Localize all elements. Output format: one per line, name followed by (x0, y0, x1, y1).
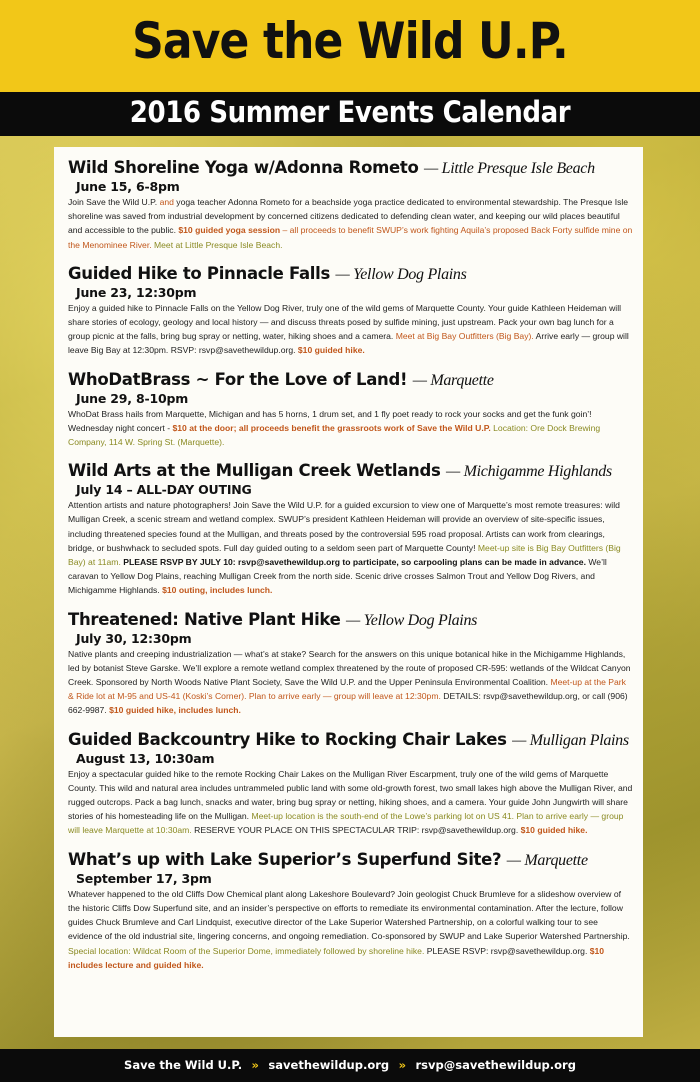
description-highlight: $10 at the door; all proceeds benefit the grassroots work of Save the Wild U.P. (172, 422, 491, 433)
event-description (68, 767, 633, 838)
description-highlight: Meet-up location is the south-end of the Lowe’s parking lot on US 41. Plan to arrive early — group will leave Marquette at 10:30am. (68, 811, 624, 836)
description-text: We’ll caravan to Yellow Dog Plains, reaching Mulligan Creek from the north side. Scenic drive crosses Salmon Trout and Yellow Dog Rivers, and Michigamme Highlands. (68, 557, 607, 596)
event-name: Guided Hike to Pinnacle Falls (68, 263, 331, 283)
footer-separator: » (251, 1058, 259, 1072)
description-highlight: – all proceeds to benefit SWUP’s work fighting Aquila’s proposed Back Forty sulfide mine on the Menominee River. (68, 225, 633, 250)
description-highlight: $10 includes lecture and guided hike. (68, 945, 605, 970)
description-text: DETAILS: rsvp@savethewildup.org, or call (906) 662-9987. (68, 691, 628, 716)
event-description (68, 498, 633, 597)
description-text: Attention artists and nature photographers! Join Save the Wild U.P. for a guided excursion to view one of Marquette’s most remote treasures: wild Mulligan Creek, a scenic stream and wetland complex. SWUP’s president Kathleen Heideman will provide an overview of site-specific issues, including threatened species found at the Mulligan, and threats posed by the controversial 595 road proposal. Artists can work from clearings, bridge, or bushwhack to secluded spots. Full day guided outing to a seldom seen part of Marquette County! (68, 500, 620, 553)
event-title (68, 729, 633, 751)
event-location: — Marquette (412, 371, 494, 389)
description-text: Enjoy a spectacular guided hike to the remote Rocking Chair Lakes on the Mulligan River Escarpment, truly one of the wild gems of Marquette County. This wild and natural area includes untrammeled public land with some old-growth forest, two small lakes high above the Mulligan River, and rugged outcrops. Pack a bag lunch, snacks and water, bring bug spray or netting, hiking shoes, and a camera. Your guide John Jungwirth will share stories of his homesteading life on the Mulligan. (68, 768, 633, 822)
footer-org-name: Save the Wild U.P. (124, 1058, 243, 1072)
event-date: June 29, 8-10pm (76, 390, 189, 406)
description-text: Arrive early — group will leave Big Bay at 12:30pm. RSVP: rsvp@savethewildup.org. (68, 331, 629, 356)
description-text: Enjoy a guided hike to Pinnacle Falls on the Yellow Dog River, truly one of the wild gems of Marquette County. Your guide Kathleen Heideman will share stories of ecology, geology and local history — and discuss threats posed by sulfide mining, just upstream. Pack your own bag lunch for a group picnic at the falls, bring bug spray or netting, water, hiking shoes and a camera. (68, 302, 622, 342)
description-highlight: and (159, 197, 174, 207)
event-title (68, 460, 633, 482)
description-text: RESERVE YOUR PLACE ON THIS SPECTACULAR TRIP: rsvp@savethewildup.org. (191, 825, 521, 836)
description-highlight: $10 guided hike, includes lunch. (109, 705, 241, 716)
event-description (68, 647, 633, 718)
footer-separator: » (398, 1058, 407, 1072)
description-highlight: Meet-up site is Big Bay Outfitters (Big Bay) at 11am. (68, 542, 621, 568)
event-name: Threatened: Native Plant Hike (68, 609, 341, 629)
subtitle-bar (0, 92, 700, 136)
event-description (68, 407, 633, 450)
description-highlight: Meet at Little Presque Isle Beach. (153, 239, 283, 250)
event-location: — Mulligan Plains (512, 731, 629, 749)
event-description (68, 301, 633, 358)
description-highlight: $10 outing, includes lunch. (162, 585, 273, 596)
event-location: — Michigamme Highlands (446, 463, 612, 481)
calendar-subtitle: 2016 Summer Events Calendar (129, 95, 571, 129)
event-title (68, 157, 633, 179)
description-highlight: $10 guided hike. (297, 345, 365, 356)
event-block (68, 369, 633, 450)
event-location: — Little Presque Isle Beach (423, 160, 595, 177)
description-highlight: Meet-up at the Park & Ride lot at M-95 and US-41 (Koski’s Corner). Plan to arrive early — group will leave at 12:30pm. (68, 677, 626, 702)
description-text: WhoDat Brass hails from Marquette, Michigan and has 5 horns, 1 drum set, and 1 fly poet ready to rock your socks and get the funk goin’! Wednesday night concert - (68, 408, 592, 433)
footer-email-link[interactable]: rsvp@savethewildup.org (415, 1058, 576, 1072)
description-highlight: Meet at Big Bay Outfitters (Big Bay). (395, 331, 534, 342)
event-description (68, 195, 633, 252)
description-highlight: Location: Ore Dock Brewing Company, 114 W. Spring St. (Marquette). (68, 422, 601, 448)
page-title: Save the Wild U.P. (132, 12, 568, 70)
description-highlight: $10 guided yoga session (178, 225, 281, 236)
event-date: July 30, 12:30pm (76, 630, 192, 646)
event-date: August 13, 10:30am (76, 750, 215, 766)
event-block (68, 263, 633, 358)
event-name: WhoDatBrass ~ For the Love of Land! (68, 369, 408, 389)
event-description (68, 887, 633, 972)
event-title (68, 609, 633, 631)
footer-bar (0, 1049, 700, 1082)
event-name: Wild Shoreline Yoga w/Adonna Rometo (68, 158, 419, 177)
events-panel (54, 147, 643, 1037)
event-name: What’s up with Lake Superior’s Superfund Site? (68, 849, 502, 869)
event-location: — Yellow Dog Plains (346, 611, 478, 629)
event-block (68, 849, 633, 972)
description-highlight: PLEASE RSVP BY JULY 10: rsvp@savethewildup.org to participate, so carpooling plans can be made in advance. (123, 557, 586, 568)
description-text: Native plants and creeping industrialization — what’s at stake? Search for the answers on this unique botanical hike in the Michigamme Highlands, led by botanist Steve Garske. We’ll explore a remote wetland complex threatened by the route of proposed CR-595: wetlands of the Wildcat Canyon Creek. Sponsored by North Woods Native Plant Society, Save the Wild U.P. and the Upper Peninsula Environmental Coalition. (68, 648, 631, 688)
event-location: — Marquette (506, 851, 588, 869)
description-highlight: $10 guided hike. (520, 825, 588, 836)
event-block (68, 157, 633, 252)
description-text: PLEASE RSVP: rsvp@savethewildup.org. (424, 945, 590, 956)
description-highlight: Special location: Wildcat Room of the Superior Dome, immediately followed by shoreline hike. (68, 945, 425, 956)
header-banner (0, 0, 700, 92)
event-block (68, 460, 633, 597)
event-date: July 14 – ALL-DAY OUTING (76, 482, 252, 498)
description-text: Whatever happened to the old Cliffs Dow Chemical plant along Lakeshore Boulevard? Join geologist Chuck Brumleve for a slideshow overview of the historic Cliffs Dow Superfund site, and an insider’s perspective on efforts to remediate its environmental contamination. After the lecture, follow guides Chuck Brumleve and Carl Lindquist, executive director of the Lake Superior Watershed Partnership, on a colorful walking tour to see evidence of the old industrial site, lingering concerns, and ongoing remediation. Co-sponsored by SWUP and Lake Superior Watershed Partnership. (68, 888, 630, 942)
event-title (68, 369, 633, 391)
event-title (68, 263, 633, 285)
event-date: September 17, 3pm (76, 870, 212, 886)
footer-website-link[interactable]: savethewildup.org (268, 1058, 390, 1072)
event-block (68, 729, 633, 838)
description-text: yoga teacher Adonna Rometo for a beachside yoga practice dedicated to environmental stewardship. The Presque Isle shoreline was saved from industrial development by concerned citizens dedicated to defending clean water, and keeping our wild places beautiful and accessible to the public. (68, 197, 629, 236)
event-name: Guided Backcountry Hike to Rocking Chair Lakes (68, 729, 507, 749)
description-text: Join Save the Wild U.P. (68, 197, 160, 207)
event-date: June 23, 12:30pm (76, 284, 197, 300)
event-block (68, 609, 633, 718)
event-title (68, 849, 633, 871)
event-name: Wild Arts at the Mulligan Creek Wetlands (68, 461, 441, 481)
event-date: June 15, 6-8pm (76, 179, 180, 194)
event-location: — Yellow Dog Plains (335, 265, 467, 283)
